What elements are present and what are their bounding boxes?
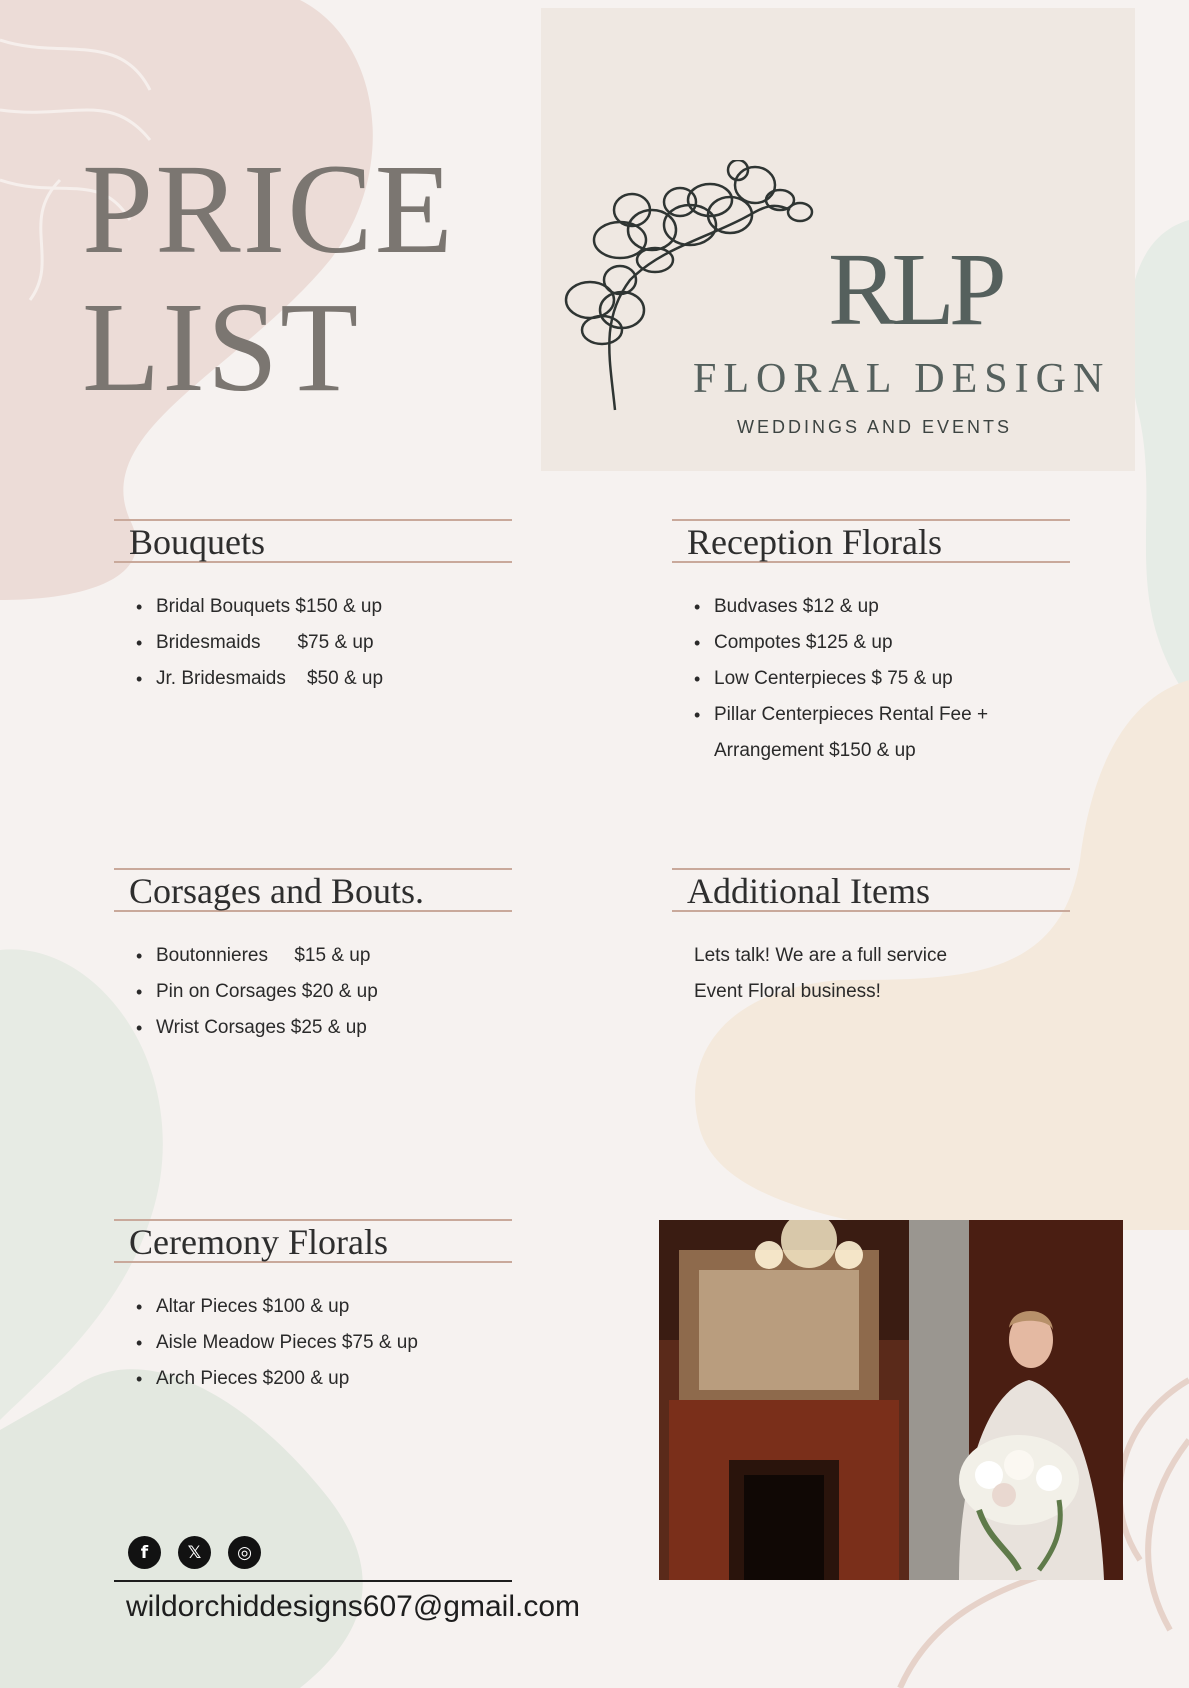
list-item: • Low Centerpieces $ 75 & up [694, 661, 1070, 697]
list-item: • Compotes $125 & up [694, 625, 1070, 661]
list-item: • Bridal Bouquets $150 & up [136, 589, 512, 625]
additional-text [694, 938, 1070, 1010]
title-line-1: PRICE [82, 138, 455, 280]
list-item: • Wrist Corsages $25 & up [136, 1010, 512, 1046]
list-item: • Pillar Centerpieces Rental Fee + Arrangement $150 & up [694, 697, 1014, 769]
list-item: • Boutonnieres $15 & up [136, 938, 512, 974]
logo-monogram: RLP [828, 232, 1001, 347]
list-item: • Pin on Corsages $20 & up [136, 974, 512, 1010]
page-title [82, 140, 455, 416]
ceremony-heading: Ceremony Florals [114, 1219, 512, 1263]
logo-tagline: WEDDINGS AND EVENTS [737, 417, 1013, 437]
bouquets-heading: Bouquets [114, 519, 512, 563]
x-icon[interactable]: 𝕏 [178, 1536, 211, 1569]
reception-section [672, 519, 1070, 769]
additional-line-2: Event Floral business! [694, 981, 881, 1002]
additional-section [672, 868, 1070, 1010]
corsages-heading: Corsages and Bouts. [114, 868, 512, 912]
ceremony-section [114, 1219, 512, 1397]
list-item: • Jr. Bridesmaids $50 & up [136, 661, 512, 697]
list-item: • Budvases $12 & up [694, 589, 1070, 625]
corsages-section [114, 868, 512, 1046]
bride-photo [659, 1220, 1123, 1580]
contact-email[interactable]: wildorchiddesigns607@gmail.com [126, 1590, 580, 1623]
ceremony-list [114, 1289, 512, 1397]
title-line-2: LIST [82, 276, 361, 418]
corsages-list [114, 938, 512, 1046]
facebook-icon[interactable]: f [128, 1536, 161, 1569]
additional-line-1: Lets talk! We are a full service [694, 945, 948, 966]
instagram-icon[interactable]: ◎ [228, 1536, 261, 1569]
list-item: • Arch Pieces $200 & up [136, 1361, 512, 1397]
social-icons [128, 1536, 261, 1569]
logo-name: FLORAL DESIGN [693, 356, 1111, 402]
list-item: • Altar Pieces $100 & up [136, 1289, 512, 1325]
list-item: • Aisle Meadow Pieces $75 & up [136, 1325, 512, 1361]
additional-heading: Additional Items [672, 868, 1070, 912]
reception-heading: Reception Florals [672, 519, 1070, 563]
reception-list [672, 589, 1070, 769]
bouquets-section [114, 519, 512, 697]
bouquets-list [114, 589, 512, 697]
list-item: • Bridesmaids $75 & up [136, 625, 512, 661]
footer-divider [114, 1580, 512, 1582]
